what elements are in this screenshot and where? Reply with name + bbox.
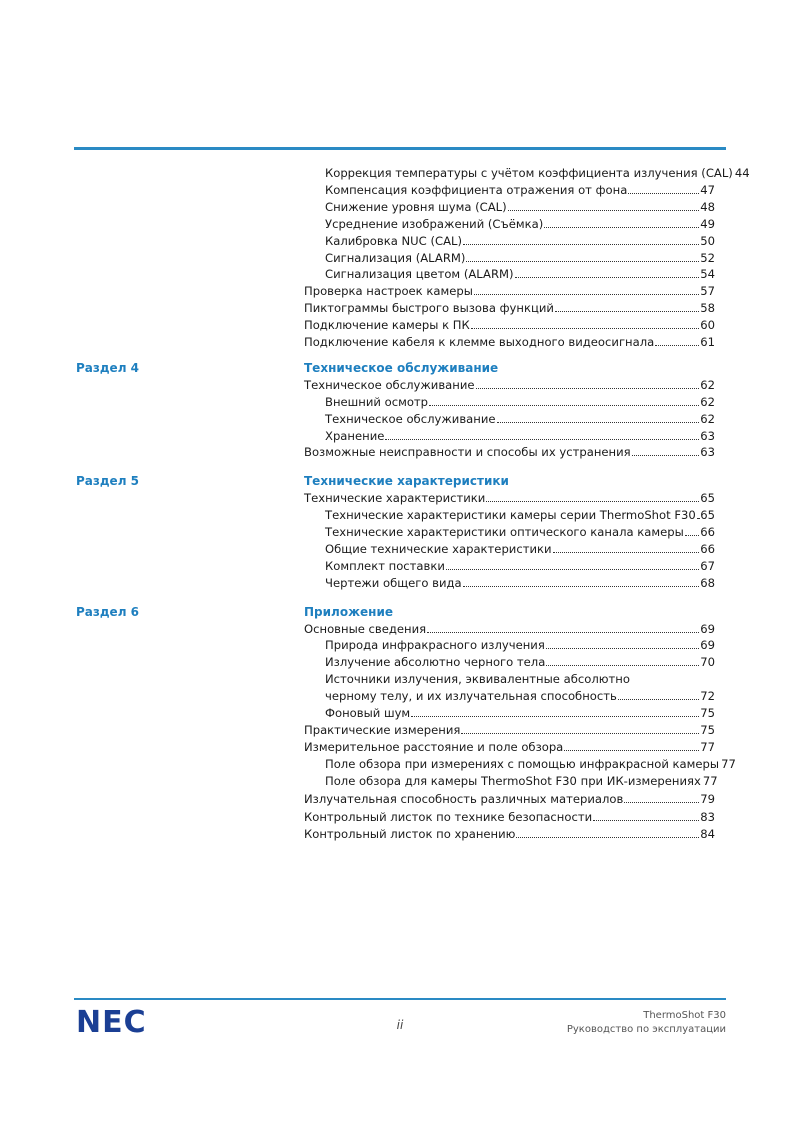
- toc-entry-title: Источники излучения, эквивалентные абсолютно: [325, 672, 630, 687]
- toc-entry[interactable]: [304, 444, 715, 460]
- toc-entry-title: Компенсация коэффициента отражения от фона: [325, 182, 628, 197]
- dot-leader: [463, 244, 699, 245]
- dot-leader: [461, 733, 699, 734]
- document-subtitle: Руководство по эксплуатации: [566, 1024, 726, 1035]
- toc-page-number: 84: [700, 827, 715, 842]
- toc-page-number: 66: [700, 525, 715, 539]
- toc-entry[interactable]: [325, 688, 715, 704]
- toc-page-number: 77: [702, 773, 718, 788]
- toc-entry[interactable]: [304, 791, 715, 807]
- toc-entry[interactable]: [325, 394, 715, 410]
- dot-leader: [497, 422, 700, 423]
- toc-entry-title: Калибровка NUC (CAL): [325, 233, 462, 248]
- dot-leader: [697, 518, 699, 519]
- dot-leader: [655, 345, 699, 346]
- toc-entry-title: Возможные неисправности и способы их устранения: [304, 445, 631, 460]
- dot-leader: [446, 569, 699, 570]
- toc-entry-title: Технические характеристики камеры серии ThermoShot F30: [325, 508, 696, 523]
- toc-entry-title: Чертежи общего вида: [325, 575, 462, 590]
- toc-entry-title: Внешний осмотр: [325, 394, 429, 409]
- toc-entry-title: Излучательная способность различных материалов: [304, 792, 624, 806]
- toc-entry-title: Измерительное расстояние и поле обзора: [304, 739, 564, 754]
- dot-leader: [624, 802, 699, 803]
- toc-page-number: 75: [700, 722, 715, 737]
- toc-entry-title: Поле обзора при измерениях с помощью инфракрасной камеры: [325, 756, 720, 771]
- toc-entry-title: Природа инфракрасного излучения: [325, 638, 545, 653]
- toc-page-number: 63: [700, 445, 715, 460]
- toc-page-number: 61: [700, 335, 715, 349]
- dot-leader: [685, 535, 699, 536]
- dot-leader: [476, 388, 700, 389]
- section-title[interactable]: Приложение: [304, 604, 393, 619]
- toc-entry-title: Контрольный листок по технике безопасности: [304, 810, 593, 825]
- toc-entry[interactable]: [325, 773, 718, 789]
- toc-entry[interactable]: [325, 233, 715, 249]
- toc-entry[interactable]: [325, 575, 715, 591]
- section-label: Раздел 4: [76, 360, 140, 375]
- toc-page-number: 48: [700, 199, 715, 214]
- dot-leader: [628, 193, 699, 194]
- toc-entry-title: Проверка настроек камеры: [304, 284, 473, 299]
- dot-leader: [471, 328, 699, 329]
- document-title: ThermoShot F30: [643, 1010, 726, 1021]
- toc-page-number: 67: [700, 558, 715, 573]
- toc-entry[interactable]: [304, 490, 715, 506]
- toc-page-number: 58: [700, 301, 715, 316]
- toc-entry[interactable]: [325, 182, 715, 198]
- toc-entry-title: Основные сведения: [304, 621, 427, 636]
- header-rule: [74, 147, 726, 150]
- section-title[interactable]: Техническое обслуживание: [304, 360, 499, 375]
- toc-entry[interactable]: [304, 334, 715, 350]
- toc-page-number: 62: [700, 411, 715, 426]
- toc-entry-title: Практические измерения: [304, 722, 461, 737]
- toc-entry[interactable]: [325, 266, 715, 282]
- toc-page-number: 65: [700, 491, 715, 506]
- footer-rule: [74, 998, 726, 1000]
- toc-entry[interactable]: [325, 558, 715, 574]
- toc-entry[interactable]: [304, 300, 715, 316]
- dot-leader: [486, 501, 699, 502]
- toc-page-number: 50: [700, 233, 715, 248]
- dot-leader: [466, 261, 699, 262]
- toc-entry-title: Коррекция температуры с учётом коэффициента излучения (CAL): [325, 166, 733, 180]
- toc-page-number: 77: [700, 739, 715, 754]
- toc-entry[interactable]: [304, 377, 715, 393]
- toc-entry[interactable]: [325, 216, 715, 232]
- dot-leader: [516, 837, 699, 838]
- toc-page-number: 62: [700, 394, 715, 409]
- toc-entry[interactable]: [325, 199, 715, 215]
- dot-leader: [544, 227, 699, 228]
- toc-entry[interactable]: [325, 671, 715, 687]
- toc-entry[interactable]: [325, 637, 715, 653]
- dot-leader: [463, 586, 700, 587]
- toc-page-number: 49: [700, 216, 715, 231]
- toc-entry-title: Хранение: [325, 428, 385, 443]
- toc-page-number: 60: [700, 318, 715, 333]
- dot-leader: [618, 699, 699, 700]
- dot-leader: [546, 648, 699, 649]
- toc-entry-title: Поле обзора для камеры ThermoShot F30 при ИК-измерениях: [325, 773, 701, 788]
- toc-entry-title: Общие технические характеристики: [325, 541, 552, 556]
- toc-entry[interactable]: [325, 705, 715, 721]
- toc-page-number: 52: [700, 250, 715, 265]
- dot-leader: [555, 311, 699, 312]
- toc-entry-title: Фоновый шум: [325, 706, 411, 720]
- toc-entry[interactable]: [325, 507, 715, 523]
- toc-entry[interactable]: [325, 541, 715, 557]
- dot-leader: [515, 277, 700, 278]
- dot-leader: [385, 439, 699, 440]
- toc-entry[interactable]: [304, 317, 715, 333]
- nec-logo: NEC: [76, 1005, 147, 1040]
- toc-entry[interactable]: [325, 654, 715, 670]
- toc-entry[interactable]: [325, 756, 736, 772]
- dot-leader: [508, 210, 700, 211]
- toc-entry[interactable]: [325, 524, 715, 540]
- toc-page-number: 70: [700, 655, 715, 670]
- toc-page-number: 66: [700, 541, 715, 556]
- toc-entry-title: Сигнализация цветом (ALARM): [325, 267, 514, 282]
- toc-page-number: 79: [700, 792, 715, 806]
- dot-leader: [411, 716, 699, 717]
- toc-entry[interactable]: [325, 165, 750, 181]
- toc-entry[interactable]: [304, 826, 715, 842]
- dot-leader: [427, 632, 699, 633]
- toc-entry-title: Пиктограммы быстрого вызова функций: [304, 301, 554, 316]
- toc-entry-title: Снижение уровня шума (CAL): [325, 199, 507, 214]
- toc-entry-title: Техническое обслуживание: [304, 377, 475, 392]
- dot-leader: [546, 665, 699, 666]
- dot-leader: [429, 405, 699, 406]
- toc-entry[interactable]: [304, 739, 715, 755]
- toc-page-number: 57: [700, 284, 715, 299]
- dot-leader: [593, 820, 699, 821]
- page-number: ii: [396, 1018, 404, 1032]
- toc-page-number: 47: [700, 182, 715, 197]
- toc-page-number: 72: [700, 689, 715, 704]
- toc-page-number: 63: [700, 428, 715, 443]
- toc-entry[interactable]: [325, 428, 715, 444]
- toc-entry-title: Технические характеристики: [304, 491, 486, 506]
- toc-entry[interactable]: [325, 250, 715, 266]
- toc-entry-title: Техническое обслуживание: [325, 411, 496, 426]
- section-label: Раздел 5: [76, 474, 140, 489]
- section-label: Раздел 6: [76, 604, 140, 619]
- toc-entry-title: Подключение кабеля к клемме выходного видеосигнала: [304, 335, 655, 349]
- dot-leader: [564, 750, 699, 751]
- toc-page-number: 65: [700, 508, 715, 523]
- toc-page-number: 75: [700, 706, 715, 720]
- dot-leader: [474, 294, 699, 295]
- toc-entry-title: черному телу, и их излучательная способность: [325, 689, 617, 704]
- dot-leader: [553, 552, 700, 553]
- toc-page-number: 54: [700, 267, 715, 282]
- toc-entry-title: Комплект поставки: [325, 558, 445, 573]
- toc-entry[interactable]: [325, 411, 715, 427]
- toc-entry-title: Излучение абсолютно черного тела: [325, 655, 546, 670]
- toc-page-number: 44: [734, 166, 750, 180]
- toc-page-number: 69: [700, 621, 715, 636]
- toc-entry-title: Усреднение изображений (Съёмка): [325, 216, 544, 231]
- toc-page-number: 69: [700, 638, 715, 653]
- toc-entry[interactable]: [304, 809, 715, 825]
- toc-page-number: 62: [700, 377, 715, 392]
- toc-entry[interactable]: [304, 722, 715, 738]
- section-title[interactable]: Технические характеристики: [304, 474, 509, 489]
- toc-entry-title: Сигнализация (ALARM): [325, 250, 466, 265]
- toc-page-number: 77: [721, 756, 736, 771]
- toc-entry-title: Контрольный листок по хранению: [304, 827, 516, 842]
- toc-page-number: 68: [700, 575, 715, 590]
- toc-entry-title: Подключение камеры к ПК: [304, 318, 470, 333]
- toc-entry-title: Технические характеристики оптического канала камеры: [325, 525, 684, 539]
- toc-entry[interactable]: [304, 283, 715, 299]
- toc-page-number: 83: [700, 810, 715, 825]
- dot-leader: [632, 455, 700, 456]
- toc-entry[interactable]: [304, 621, 715, 637]
